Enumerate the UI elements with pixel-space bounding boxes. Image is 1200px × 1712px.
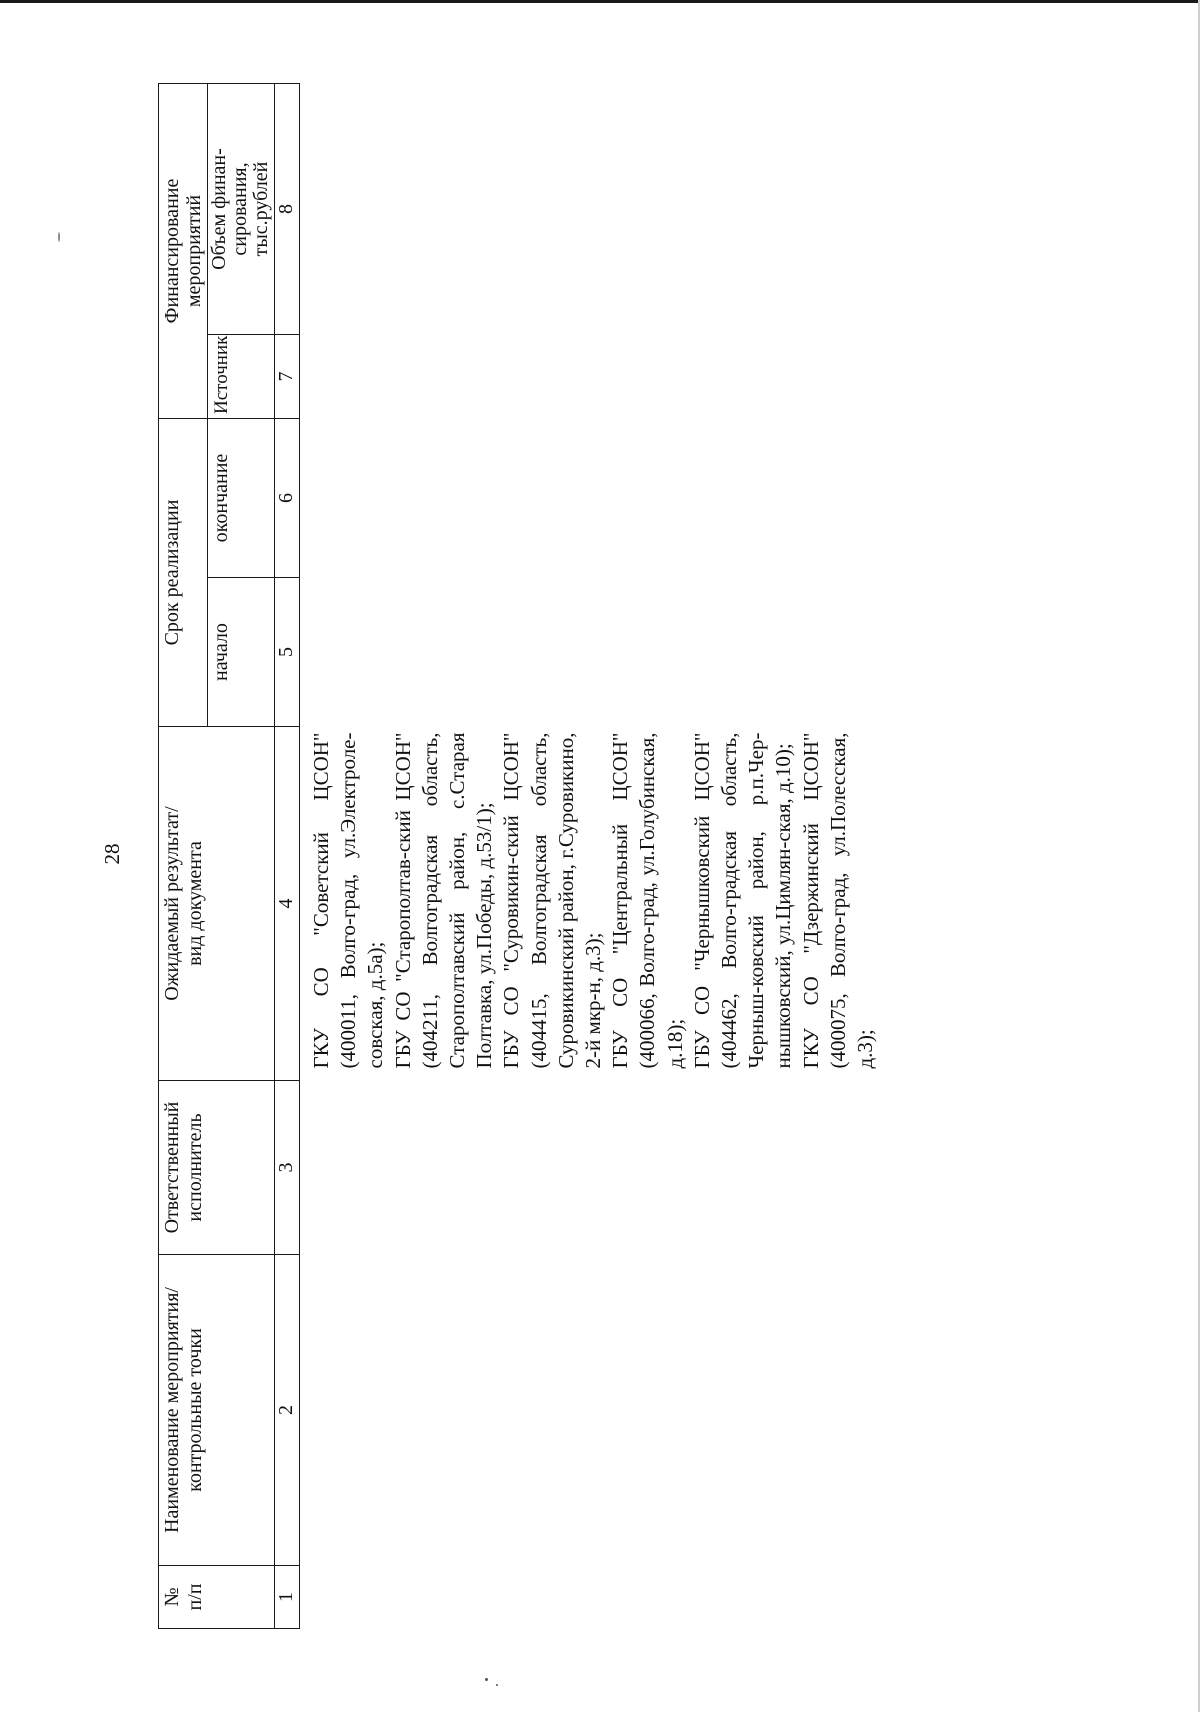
header-activity-name: Наименование мероприятия/ контрольные точки [159,1255,275,1566]
header-responsible: Ответственный исполнитель [159,1081,275,1255]
row-cell-number [300,1566,1025,1629]
column-number-8: 8 [275,84,300,335]
column-number-3: 3 [275,1081,300,1255]
column-number-5: 5 [275,578,300,727]
column-number-2: 2 [275,1255,300,1566]
row-cell-financing-volume [300,84,1025,335]
plan-table [158,83,1024,1629]
header-number: № п/п [159,1566,275,1629]
column-number-1: 1 [275,1566,300,1629]
row-cell-activity-name [300,1255,1025,1566]
expected-result-text: ГКУ СО "Советский ЦСОН" (400011, Волго-град, ул.Электроле-совская, д.5а); ГБУ СО "Старополтав-ский ЦСОН" (404211, Волгоградская область, Старополтавский район, с.Старая Полтавка, ул.Победы, д.53/1); ГБУ СО "Суровикин-ский ЦСОН" (404415, Волгоградская область, Суровикинский район, г.Суровикино, 2-й мкр-н, д.3); ГБУ СО "Центральный ЦСОН" (400066, Волго-град, ул.Голубинская, д.18); ГБУ СО "Чернышковский ЦСОН" (404462, Волго-градская область, Черныш-ковский район, р.п.Чер-нышковский, ул.Цимлян-ская, д.10); ГКУ СО "Дзержинский ЦСОН" (400075, Волго-град, ул.Полесская, д.3); [309,732,878,1069]
header-period: Срок реализации [159,419,208,727]
row-cell-financing-source [300,335,1025,419]
header-financing: Финансирование мероприятий [159,84,208,419]
page-number: 28 [100,843,124,865]
header-financing-source: Источник [208,335,275,419]
header-period-start: начало [208,578,275,727]
row-cell-responsible [300,1081,1025,1255]
header-financing-volume: Объем финан- сирования, тыс.рублей [208,84,275,335]
row-cell-period-start [300,578,1025,727]
column-number-4: 4 [275,727,300,1081]
header-expected-result: Ожидаемый результат/ вид документа [159,727,275,1081]
row-cell-period-end [300,419,1025,578]
column-number-7: 7 [275,335,300,419]
row-cell-expected-result [300,727,1025,1081]
column-number-6: 6 [275,419,300,578]
header-period-end: окончание [208,419,275,578]
